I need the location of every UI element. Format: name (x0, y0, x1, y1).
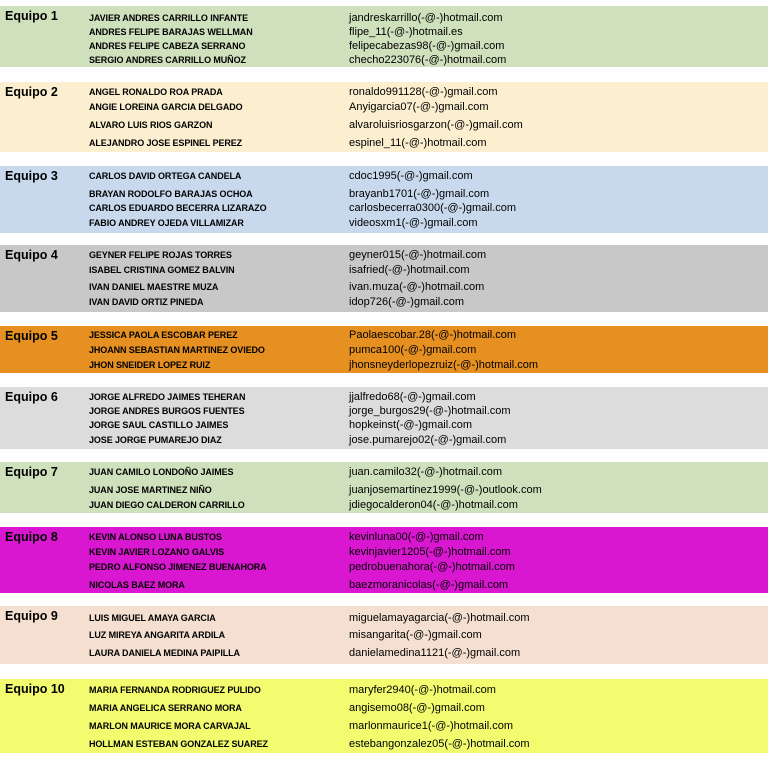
member-row (0, 390, 768, 404)
team-name: Equipo 4 (5, 248, 58, 262)
member-email: checho223076(-@-)hotmail.com (349, 54, 507, 66)
member-row (0, 646, 768, 660)
member-email: kevinjavier1205(-@-)hotmail.com (349, 546, 511, 558)
member-email: alvaroluisriosgarzon(-@-)gmail.com (349, 119, 523, 131)
member-row (0, 100, 768, 114)
member-name: JORGE ANDRES BURGOS FUENTES (89, 406, 245, 416)
member-row (0, 328, 768, 342)
member-name: JESSICA PAOLA ESCOBAR PEREZ (89, 330, 238, 340)
member-name: MARIA ANGELICA SERRANO MORA (89, 703, 242, 713)
member-name: JOSE JORGE PUMAREJO DIAZ (89, 435, 222, 445)
member-row (0, 169, 768, 183)
member-email: juan.camilo32(-@-)hotmail.com (349, 466, 502, 478)
member-row (0, 11, 768, 25)
member-row (0, 737, 768, 751)
member-name: ALVARO LUIS RIOS GARZON (89, 120, 213, 130)
member-email: jorge_burgos29(-@-)hotmail.com (349, 405, 511, 417)
member-name: ANDRES FELIPE BARAJAS WELLMAN (89, 27, 253, 37)
member-name: LAURA DANIELA MEDINA PAIPILLA (89, 648, 240, 658)
member-email: miguelamayagarcia(-@-)hotmail.com (349, 612, 530, 624)
member-name: FABIO ANDREY OJEDA VILLAMIZAR (89, 218, 244, 228)
member-name: KEVIN JAVIER LOZANO GALVIS (89, 547, 225, 557)
member-row (0, 263, 768, 277)
member-row (0, 248, 768, 262)
member-row (0, 343, 768, 357)
member-email: pumca100(-@-)gmail.com (349, 344, 477, 356)
member-email: geyner015(-@-)hotmail.com (349, 249, 487, 261)
team-name: Equipo 1 (5, 9, 58, 23)
member-row (0, 201, 768, 215)
team-block (0, 462, 768, 513)
member-row (0, 433, 768, 447)
member-email: carlosbecerra0300(-@-)gmail.com (349, 202, 517, 214)
team-block (0, 606, 768, 664)
team-block (0, 679, 768, 753)
member-name: IVAN DANIEL MAESTRE MUZA (89, 282, 219, 292)
member-row (0, 404, 768, 418)
member-row (0, 683, 768, 697)
team-name: Equipo 2 (5, 85, 58, 99)
member-email: angisemo08(-@-)gmail.com (349, 702, 485, 714)
member-name: ANDRES FELIPE CABEZA SERRANO (89, 41, 246, 51)
team-name: Equipo 10 (5, 682, 65, 696)
member-email: jjalfredo68(-@-)gmail.com (349, 391, 476, 403)
member-email: cdoc1995(-@-)gmail.com (349, 170, 473, 182)
member-row (0, 545, 768, 559)
member-name: JUAN CAMILO LONDOÑO JAIMES (89, 467, 234, 477)
member-email: estebangonzalez05(-@-)hotmail.com (349, 738, 530, 750)
member-row (0, 295, 768, 309)
member-name: JUAN DIEGO CALDERON CARRILLO (89, 500, 245, 510)
team-block (0, 166, 768, 233)
member-email: jose.pumarejo02(-@-)gmail.com (349, 434, 507, 446)
member-email: Anyigarcia07(-@-)gmail.com (349, 101, 489, 113)
member-row (0, 85, 768, 99)
member-name: BRAYAN RODOLFO BARAJAS OCHOA (89, 189, 253, 199)
member-name: MARLON MAURICE MORA CARVAJAL (89, 721, 251, 731)
member-email: Paolaescobar.28(-@-)hotmail.com (349, 329, 517, 341)
member-name: JORGE SAUL CASTILLO JAIMES (89, 420, 229, 430)
member-name: LUIS MIGUEL AMAYA GARCIA (89, 613, 216, 623)
team-name: Equipo 7 (5, 465, 58, 479)
member-row (0, 39, 768, 53)
member-email: jandreskarrillo(-@-)hotmail.com (349, 12, 503, 24)
member-email: marlonmaurice1(-@-)hotmail.com (349, 720, 513, 732)
member-name: ANGEL RONALDO ROA PRADA (89, 87, 223, 97)
member-email: isafried(-@-)hotmail.com (349, 264, 470, 276)
team-block (0, 527, 768, 593)
member-row (0, 187, 768, 201)
member-row (0, 483, 768, 497)
member-name: JAVIER ANDRES CARRILLO INFANTE (89, 13, 249, 23)
member-name: JHOANN SEBASTIAN MARTINEZ OVIEDO (89, 345, 265, 355)
member-name: JORGE ALFREDO JAIMES TEHERAN (89, 392, 246, 402)
member-name: CARLOS EDUARDO BECERRA LIZARAZO (89, 203, 267, 213)
team-name: Equipo 9 (5, 609, 58, 623)
member-row (0, 53, 768, 67)
member-row (0, 578, 768, 592)
member-email: kevinluna00(-@-)gmail.com (349, 531, 484, 543)
member-name: ALEJANDRO JOSE ESPINEL PEREZ (89, 138, 243, 148)
member-name: PEDRO ALFONSO JIMENEZ BUENAHORA (89, 562, 267, 572)
member-row (0, 701, 768, 715)
member-row (0, 530, 768, 544)
member-row (0, 280, 768, 294)
member-row (0, 719, 768, 733)
member-row (0, 560, 768, 574)
team-block (0, 6, 768, 67)
team-name: Equipo 6 (5, 390, 58, 404)
member-email: videosxm1(-@-)gmail.com (349, 217, 478, 229)
member-email: ronaldo991128(-@-)gmail.com (349, 86, 498, 98)
member-name: LUZ MIREYA ANGARITA ARDILA (89, 630, 226, 640)
member-name: NICOLAS BAEZ MORA (89, 580, 185, 590)
member-row (0, 498, 768, 512)
member-email: baezmoranicolas(-@-)gmail.com (349, 579, 509, 591)
team-name: Equipo 8 (5, 530, 58, 544)
member-row (0, 465, 768, 479)
member-email: flipe_11(-@-)hotmail.es (349, 26, 463, 38)
member-email: espinel_11(-@-)hotmail.com (349, 137, 487, 149)
member-name: KEVIN ALONSO LUNA BUSTOS (89, 532, 222, 542)
member-name: ISABEL CRISTINA GOMEZ BALVIN (89, 265, 235, 275)
member-name: IVAN DAVID ORTIZ PINEDA (89, 297, 204, 307)
member-name: JHON SNEIDER LOPEZ RUIZ (89, 360, 211, 370)
member-row (0, 136, 768, 150)
member-name: ANGIE LOREINA GARCIA DELGADO (89, 102, 243, 112)
member-email: idop726(-@-)gmail.com (349, 296, 465, 308)
team-block (0, 82, 768, 152)
member-row (0, 25, 768, 39)
member-email: juanjosemartinez1999(-@-)outlook.com (349, 484, 542, 496)
member-row (0, 418, 768, 432)
member-name: CARLOS DAVID ORTEGA CANDELA (89, 171, 242, 181)
member-email: brayanb1701(-@-)gmail.com (349, 188, 490, 200)
member-email: hopkeinst(-@-)gmail.com (349, 419, 473, 431)
member-name: GEYNER FELIPE ROJAS TORRES (89, 250, 232, 260)
member-row (0, 611, 768, 625)
member-email: danielamedina1121(-@-)gmail.com (349, 647, 521, 659)
member-email: maryfer2940(-@-)hotmail.com (349, 684, 496, 696)
member-row (0, 628, 768, 642)
member-row (0, 358, 768, 372)
member-name: JUAN JOSE MARTINEZ NIÑO (89, 485, 212, 495)
member-email: misangarita(-@-)gmail.com (349, 629, 482, 641)
team-block (0, 245, 768, 312)
member-row (0, 216, 768, 230)
member-email: pedrobuenahora(-@-)hotmail.com (349, 561, 515, 573)
member-name: HOLLMAN ESTEBAN GONZALEZ SUAREZ (89, 739, 268, 749)
member-row (0, 118, 768, 132)
member-email: jdiegocalderon04(-@-)hotmail.com (349, 499, 518, 511)
member-email: felipecabezas98(-@-)gmail.com (349, 40, 505, 52)
team-block (0, 387, 768, 449)
team-name: Equipo 5 (5, 329, 58, 343)
member-email: ivan.muza(-@-)hotmail.com (349, 281, 485, 293)
team-block (0, 326, 768, 373)
member-name: MARIA FERNANDA RODRIGUEZ PULIDO (89, 685, 261, 695)
team-name: Equipo 3 (5, 169, 58, 183)
member-name: SERGIO ANDRES CARRILLO MUÑOZ (89, 55, 246, 65)
member-email: jhonsneyderlopezruiz(-@-)hotmail.com (349, 359, 539, 371)
